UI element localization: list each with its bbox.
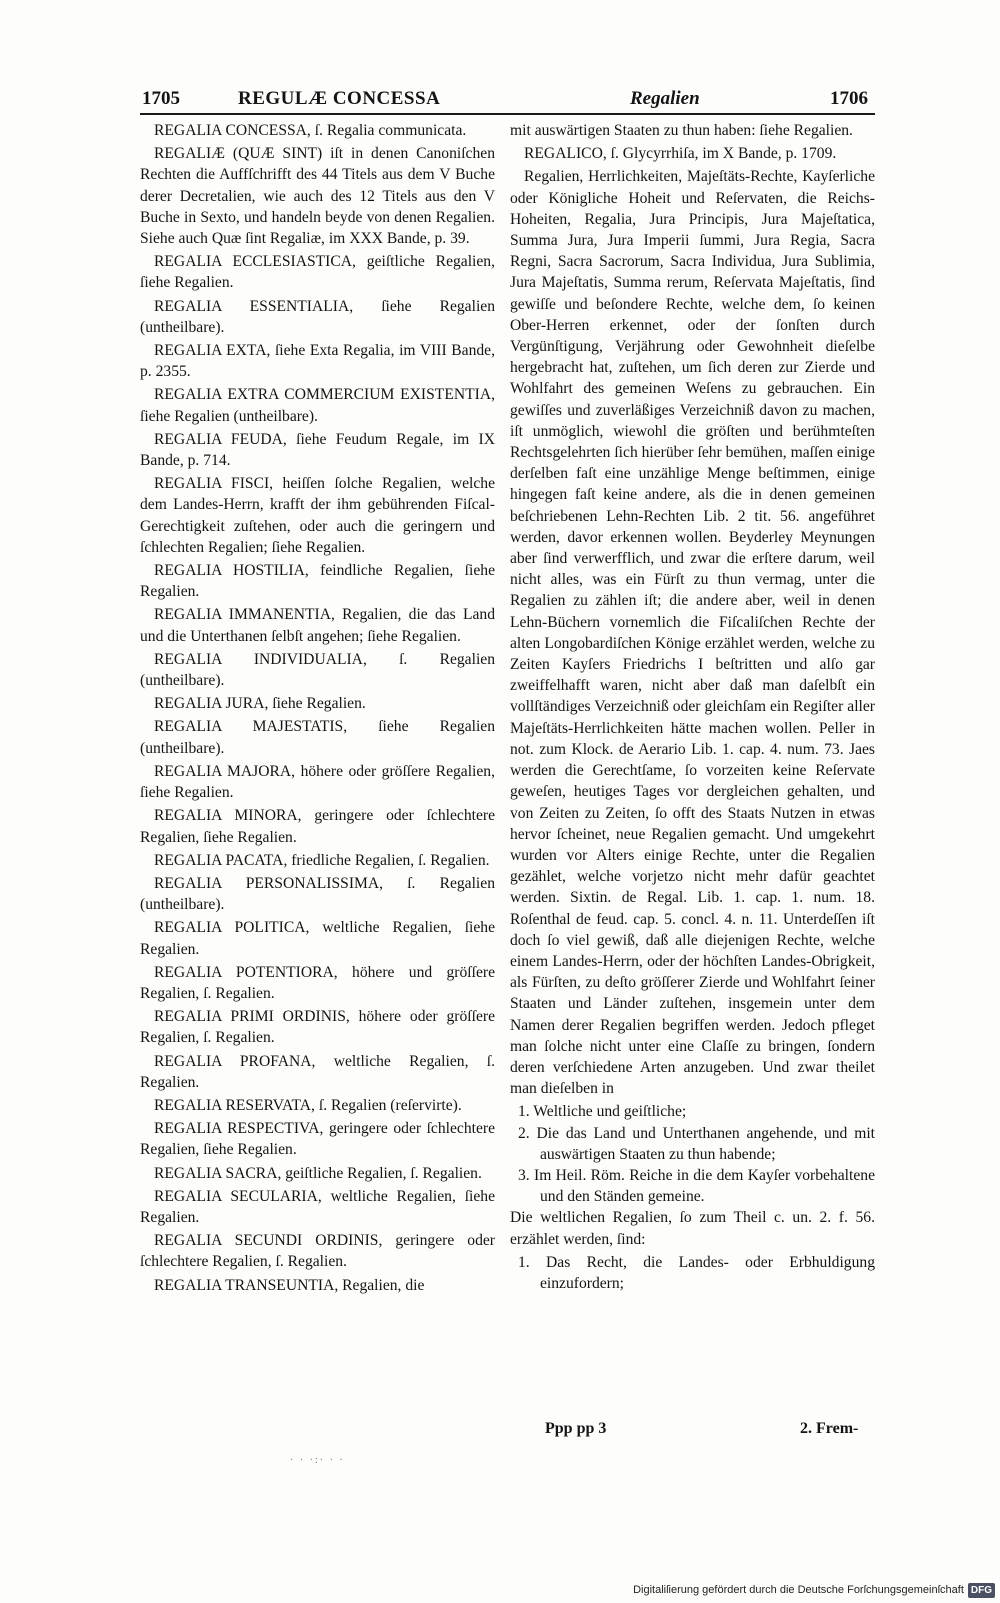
entry: REGALIA EXTA, ſiehe Exta Regalia, im VIII Bande, p. 2355. [140,342,495,381]
entry: REGALIA INDIVIDUALIA, ſ. Regalien (untheilbare). [140,650,495,690]
entry: REGALIA PROFANA, weltliche Regalien, ſ. Regalien. [140,1052,495,1091]
secular-intro: Die weltlichen Regalien, ſo zum Theil c. un. 2. f. 56. erzählet werden, ſind: [510,1209,875,1248]
left-page-number: 1705 [142,88,180,109]
right-column [510,120,875,1294]
entry: REGALIA IMMANENTIA, Regalien, die das Land und die Unterthanen ſelbſt angehen; ſiehe Regalien. [140,606,495,645]
entry: REGALIA JURA, ſiehe Regalien. [154,695,366,713]
entry: REGALIA MAJESTATIS, ſiehe Regalien (untheilbare). [140,718,495,757]
header-rule [140,113,875,115]
dfg-logo: DFG [968,1583,995,1598]
continued-entry: mit auswärtigen Staaten zu thun haben: ſiehe Regalien. [510,122,853,139]
entry: REGALIA CONCESSA, ſ. Regalia communicata. [154,122,467,139]
catchword: 2. Frem- [800,1420,859,1437]
entry: REGALIA PACATA, friedliche Regalien, ſ. Regalien. [154,851,490,869]
entry: REGALIA TRANSEUNTIA, Regalien, die [154,1276,425,1294]
division-item: 1. Weltliche und geiſtliche; [518,1103,687,1121]
entry: REGALIA HOSTILIA, feindliche Regalien, ſiehe Regalien. [140,562,495,601]
entry-regalico: REGALICO, ſ. Glycyrrhiſa, im X Bande, p. 1709. [524,145,837,163]
entry: REGALIA ECCLESIASTICA, geiſtliche Regalien, ſiehe Regalien. [140,253,495,292]
entry: REGALIA PRIMI ORDINIS, höhere oder gröſſere Regalien, ſ. Regalien. [140,1008,495,1047]
entry-regalien: Regalien, Herrlichkeiten, Majeſtäts-Rechte, Kayſerliche oder Königliche Hoheit und Reſervaten, die Reichs-Hoheiten, Regalia, Jura Principis, Jura Majeſtatica, Summa Jura, Jura Imperii ſummi, Jura Regia, Sacra Regni, Sacra Sacrorum, Sacra Individua, Jura Sublimia, Jura Majeſtatis, Summa rerum, Reſervata Majeſtatis, ſind gewiſſe und beſondere Rechte, welche dem, ſo keinen Ober-Herren erkennet, oder der ſonſten durch Vergünſtigung, Verjährung oder Gewohnheit dieſelbe hergebracht hat, zuſtehen, um ſich deren zur Zierde und Wohlfahrt des gemeinen Weſens zu gebrauchen. Ein gewiſſes und zuverläßiges Verzeichniß davon zu machen, iſt unmöglich, wiewohl die gröſten und berühmteſten Rechtsgelehrten ſich hierüber ſehr bemühen, maſſen einige derſelben faſt eine unzählige Menge beſtimmen, einige hingegen faſt keine andere, als die in denen gemeinen beſchriebenen Lehn-Rechten Lib. 2 tit. 56. angeführet werden, davor erkennen wollen. Beyderley Meynungen aber ſind verwerfflich, und zwar die erſtere darum, weil nicht alles, was ein Fürſt zu thun vermag, unter die Regalien zu zählen iſt; die andere aber, weil in denen Lehn-Büchern vornemlich die Fiſcaliſchen Rechte der alten Longobardiſchen Könige erzählet werden, welche zu Zeiten Kayſers Friedrichs I beſtritten und alſo gar zweiffelhafft waren, nicht aber daß man daſelbſt ein vollſtändiges Verzeichniß oder gleichſam ein Regiſter aller Majeſtäts-Herrlichkeiten hätte machen wollen. Peller in not. zum Klock. de Aerario Lib. 1. cap. 4. num. 73. Jaes werden die Gerechtſame, ſo vorzeiten keine Reſervate geweſen, heutiges Tages vor dergleichen gehalten, und von Zeiten zu Zeiten, ſo offt des Staats Nutzen in etwas hervor ſcheinet, neue Regalien gemacht. Und umgekehrt wurden vor Alters einige Rechte, unter die Regalien gezählet, welche vorjetzo nicht mehr dafür geachtet werden. Sixtin. de Regal. Lib. 1. cap. 1. num. 18. Roſenthal de feud. cap. 5. concl. 4. n. 11. Unterdeſſen iſt doch ſo viel gewiß, daß alle diejenigen Rechte, welche einem Landes-Herrn, oder der höchſten Landes-Obrigkeit, als Fürſten, zu deſto gröſſerer Zierde und Wohlfahrt ſeiner Staaten und Länder zuſtehen, insgemein unter dem Namen derer Regalien begriffen werden. Jedoch pfleget man ſolche nicht unter eine Claſſe zu bringen, ſondern deren verſchiedene Arten anzugeben. Und zwar theilet man dieſelben in [510,168,876,1098]
ink-specks: · · ·:· · · [290,1455,345,1466]
entry: REGALIA FISCI, heiſſen ſolche Regalien, welche dem Landes-Herrn, krafft der ihm gebührenden Fiſcal-Gerechtigkeit zuſtehen, oder auch die geringern und ſchlechten Regalien; ſiehe Regalien. [140,475,495,556]
division-item: 3. Im Heil. Röm. Reiche in die dem Kayſer vorbehaltene und den Ständen gemeine. [518,1166,875,1206]
entry: REGALIA EXTRA COMMERCIUM EXISTENTIA, ſiehe Regalien (untheilbare). [140,386,495,425]
entry: REGALIA POTENTIORA, höhere und gröſſere Regalien, ſ. Regalien. [140,963,495,1002]
left-running-title: REGULÆ CONCESSA [238,88,441,109]
entry: REGALIA MINORA, geringere oder ſchlechtere Regalien, ſiehe Regalien. [140,807,495,846]
signature-mark: Ppp pp 3 [545,1420,607,1437]
entry: REGALIA SACRA, geiſtliche Regalien, ſ. Regalien. [154,1164,482,1182]
left-column [140,120,495,1298]
right-page-number: 1706 [830,88,868,109]
entry: REGALIA SECUNDI ORDINIS, geringere oder ſchlechtere Regalien, ſ. Regalien. [140,1232,495,1271]
entry: REGALIA RESPECTIVA, geringere oder ſchlechtere Regalien, ſiehe Regalien. [140,1120,495,1159]
entry: REGALIA POLITICA, weltliche Regalien, ſiehe Regalien. [140,919,495,958]
entry: REGALIÆ (QUÆ SINT) iſt in denen Canoniſchen Rechten die Auffſchrifft des 44 Titels aus dem V Buche derer Decretalien, wie auch des 12 Titels aus den V Buche in Sexto, und handeln beyde von denen Regalien. Siehe auch Quæ ſint Regaliæ, im XXX Bande, p. 39. [140,145,495,248]
secular-item: 1. Das Recht, die Landes- oder Erbhuldigung einzufordern; [518,1253,875,1292]
entry: REGALIA RESERVATA, ſ. Regalien (reſervirte). [154,1096,462,1114]
footer [600,1580,995,1600]
entry: REGALIA SECULARIA, weltliche Regalien, ſiehe Regalien. [140,1187,495,1226]
division-item: 2. Die das Land und Unterthanen angehende, und mit auswärtigen Staaten zu thun habende; [518,1124,875,1163]
right-running-title: Regalien [630,88,700,109]
footer-text: Digitaliſierung gefördert durch die Deutsche Forſchungsgemeinſchaft [633,1584,964,1596]
entry: REGALIA PERSONALISSIMA, ſ. Regalien (untheilbare). [140,874,495,914]
entry: REGALIA ESSENTIALIA, ſiehe Regalien (untheilbare). [140,297,495,336]
entry: REGALIA MAJORA, höhere oder gröſſere Regalien, ſiehe Regalien. [140,762,495,802]
entry: REGALIA FEUDA, ſiehe Feudum Regale, im IX Bande, p. 714. [140,430,495,470]
